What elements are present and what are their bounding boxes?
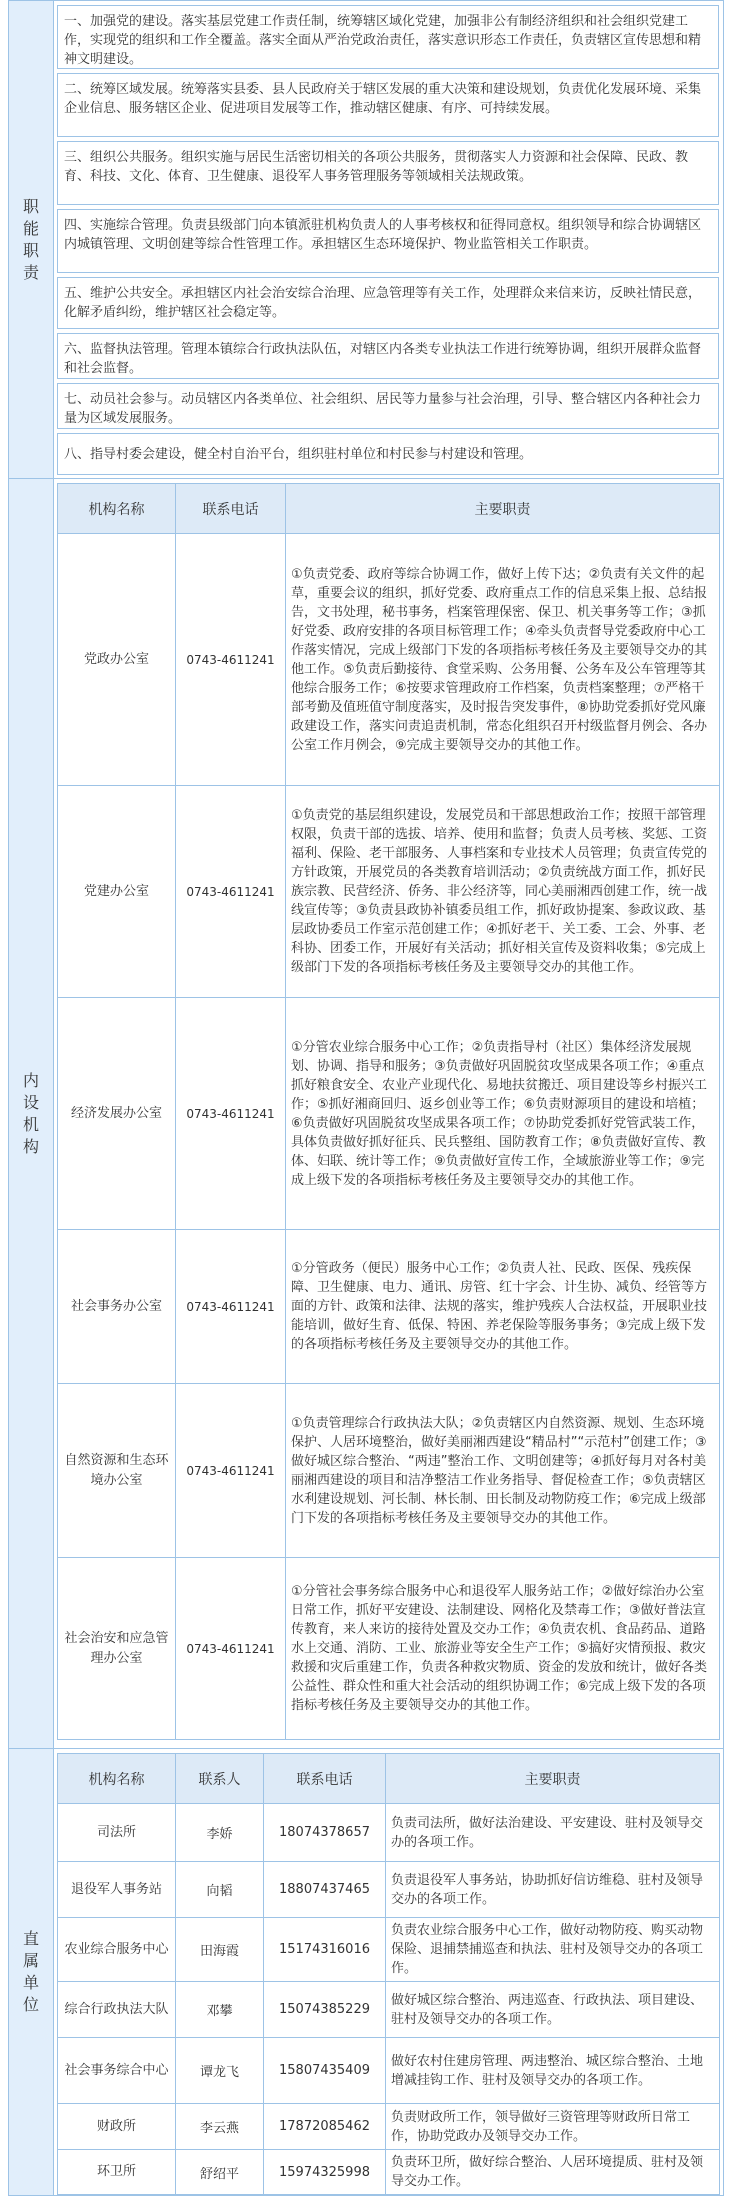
- table-row: [58, 1862, 720, 1918]
- unit-name: 综合行政执法大队: [58, 1982, 176, 2038]
- table-row: [58, 1558, 720, 1740]
- table-row: [58, 1384, 720, 1558]
- unit-duties: 负责环卫所，做好综合整治、人居环境提质、驻村及领导交办工作。: [386, 2150, 720, 2195]
- unit-duties: 负责农业综合服务中心工作，做好动物防疫、购买动物保险、退捕禁捕巡查和执法、驻村及领导交办的各项工作。: [386, 1918, 720, 1982]
- unit-contact: 田海霞: [176, 1918, 264, 1982]
- org-phone: 0743-4611241: [176, 1230, 286, 1384]
- org-phone: 0743-4611241: [176, 786, 286, 998]
- unit-contact: 邓攀: [176, 1982, 264, 2038]
- org-duties: ①分管政务（便民）服务中心工作；②负责人社、民政、医保、残疾保障、卫生健康、电力、通讯、房管、红十字会、计生协、减负、经管等方面的方针、政策和法律、法规的落实，维护残疾人合法权益，开展职业技能培训，做好生育、低保、特困、养老保险等服务事务；③完成上级下发的各项指标考核任务及主要领导交办的其他工作。: [286, 1230, 720, 1384]
- units-side-label-cell: [9, 1749, 54, 2195]
- org-duties: ①负责党委、政府等综合协调工作，做好上传下达；②负责有关文件的起草，重要会议的组织，抓好党委、政府重点工作的信息采集上报、总结报告，文书处理，秘书事务，档案管理保密、保卫、机关事务等工作；③抓好党委、政府安排的各项目标管理工作；④牵头负责督导党委政府中心工作落实情况，完成上级部门下发的各项指标考核任务及主要领导交办的其他工作。⑤负责后勤接待、食堂采购、公务用餐、公务车及公车管理等其他综合服务工作；⑥按要求管理政府工作档案，负责档案整理；⑦严格干部考勤及值班值守制度落实，及时报告突发事件，⑧协助党委抓好党风廉政建设工作，落实问责追责机制，常态化组织召开村级监督月例会、各办公室工作月例会，⑨完成主要领导交办的其他工作。: [286, 534, 720, 786]
- internal-orgs-table: [57, 483, 720, 1740]
- table-row: [58, 786, 720, 998]
- unit-name: 社会事务综合中心: [58, 2038, 176, 2104]
- unit-duties: 负责司法所，做好法治建设、平安建设、驻村及领导交办的各项工作。: [386, 1804, 720, 1862]
- table-row: [58, 534, 720, 786]
- unit-phone: 15974325998: [264, 2150, 386, 2195]
- unit-contact: 谭龙飞: [176, 2038, 264, 2104]
- internal-orgs-section: [9, 479, 723, 1749]
- col-header-unit-name: 机构名称: [58, 1754, 176, 1804]
- col-header-phone: 联系电话: [176, 484, 286, 534]
- col-header-unit-duties: 主要职责: [386, 1754, 720, 1804]
- col-header-org-name: 机构名称: [58, 484, 176, 534]
- internal-side-label-cell: [9, 479, 54, 1748]
- org-name: 社会治安和应急管理办公室: [58, 1558, 176, 1740]
- unit-duties: 负责财政所工作，领导做好三资管理等财政所日常工作，协助党政办及领导交办工作。: [386, 2104, 720, 2150]
- org-phone: 0743-4611241: [176, 534, 286, 786]
- table-row: [58, 2150, 720, 2195]
- org-name: 自然资源和生态环境办公室: [58, 1384, 176, 1558]
- org-name: 党政办公室: [58, 534, 176, 786]
- function-item-8: 八、指导村委会建设，健全村自治平台，组织驻村单位和村民参与村建设和管理。: [57, 433, 719, 475]
- org-duties: ①分管社会事务综合服务中心和退役军人服务站工作；②做好综治办公室日常工作，抓好平安建设、法制建设、网格化及禁毒工作；③做好普法宣传教育，来人来访的接待处置及交办工作；④负责农机、食品药品、道路水上交通、消防、工业、旅游业等安全生产工作；⑤搞好灾情预报、救灾救援和灾后重建工作，负责各种救灾物质、资金的发放和统计，做好各类公益性、群众性和重大社会活动的组织协调工作；⑥完成上级下发的各项指标考核任务及主要领导交办的其他工作。: [286, 1558, 720, 1740]
- unit-phone: 17872085462: [264, 2104, 386, 2150]
- org-phone: 0743-4611241: [176, 1558, 286, 1740]
- org-name: 社会事务办公室: [58, 1230, 176, 1384]
- table-row: [58, 1982, 720, 2038]
- unit-contact: 李娇: [176, 1804, 264, 1862]
- unit-phone: 15074385229: [264, 1982, 386, 2038]
- functions-side-label-cell: [9, 1, 54, 478]
- unit-phone: 18807437465: [264, 1862, 386, 1918]
- org-duties: ①负责管理综合行政执法大队；②负责辖区内自然资源、规划、生态环境保护、人居环境整治，做好美丽湘西建设“精品村”“示范村”创建工作；③做好城区综合整治、“两违”整治工作、文明创建等；④抓好每月对各村美丽湘西建设的项目和洁净整洁工作业务指导、督促检查工作；⑤负责辖区水利建设规划、河长制、林长制、田长制及动物防疫工作；⑥完成上级部门下发的各项指标考核任务及主要领导交办的其他工作。: [286, 1384, 720, 1558]
- units-header-row: [58, 1754, 720, 1804]
- unit-name: 农业综合服务中心: [58, 1918, 176, 1982]
- org-name: 经济发展办公室: [58, 998, 176, 1230]
- unit-contact: 向韬: [176, 1862, 264, 1918]
- affiliated-units-section: [9, 1749, 723, 2195]
- functions-section: [9, 1, 723, 479]
- org-phone: 0743-4611241: [176, 1384, 286, 1558]
- unit-phone: 15174316016: [264, 1918, 386, 1982]
- unit-duties: 做好城区综合整治、两违巡查、行政执法、项目建设、驻村及领导交办的各项工作。: [386, 1982, 720, 2038]
- unit-contact: 舒绍平: [176, 2150, 264, 2195]
- unit-name: 财政所: [58, 2104, 176, 2150]
- col-header-contact: 联系人: [176, 1754, 264, 1804]
- function-item-4: 四、实施综合管理。负责县级部门向本镇派驻机构负责人的人事考核权和征得同意权。组织领导和综合协调辖区内城镇管理、文明创建等综合性管理工作。承担辖区生态环境保护、物业监管相关工作职责。: [57, 209, 719, 273]
- table-row: [58, 2104, 720, 2150]
- internal-side-label: 内设机构: [22, 1070, 39, 1156]
- function-item-7: 七、动员社会参与。动员辖区内各类单位、社会组织、居民等力量参与社会治理，引导、整合辖区内各种社会力量为区域发展服务。: [57, 383, 719, 429]
- org-duties: ①分管农业综合服务中心工作；②负责指导村（社区）集体经济发展规划、协调、指导和服务；③负责做好巩固脱贫攻坚成果各项工作；④重点抓好粮食安全、农业产业现代化、易地扶贫搬迁、项目建设等乡村振兴工作；⑤抓好湘商回归、返乡创业等工作；⑥负责财源项目的建设和培植；⑥负责做好巩固脱贫攻坚成果各项工作；⑦协助党委抓好党管武装工作，具体负责做好抓好征兵、民兵整组、国防教育工作；⑧负责做好宣传、教体、妇联、统计等工作；⑨负责做好宣传工作，全域旅游业等工作；⑨完成上级下发的各项指标考核任务及主要领导交办的其他工作。: [286, 998, 720, 1230]
- function-item-2: 二、统筹区域发展。统筹落实县委、县人民政府关于辖区发展的重大决策和建设规划，负责优化发展环境、采集企业信息、服务辖区企业、促进项目发展等工作，推动辖区健康、有序、可持续发展。: [57, 73, 719, 137]
- org-phone: 0743-4611241: [176, 998, 286, 1230]
- function-item-1: 一、加强党的建设。落实基层党建工作责任制，统筹辖区域化党建，加强非公有制经济组织和社会组织党建工作，实现党的组织和工作全覆盖。落实全面从严治党政治责任，落实意识形态工作责任，负责辖区宣传思想和精神文明建设。: [57, 5, 719, 69]
- unit-name: 退役军人事务站: [58, 1862, 176, 1918]
- affiliated-units-table: [57, 1753, 720, 2195]
- unit-duties: 负责退役军人事务站，协助抓好信访维稳、驻村及领导交办的各项工作。: [386, 1862, 720, 1918]
- table-row: [58, 998, 720, 1230]
- table-row: [58, 2038, 720, 2104]
- functions-side-label: 职能职责: [22, 196, 39, 282]
- table-row: [58, 1230, 720, 1384]
- table-row: [58, 1918, 720, 1982]
- function-item-6: 六、监督执法管理。管理本镇综合行政执法队伍，对辖区内各类专业执法工作进行统筹协调，组织开展群众监督和社会监督。: [57, 333, 719, 379]
- function-item-5: 五、维护公共安全。承担辖区内社会治安综合治理、应急管理等有关工作，处理群众来信来访，反映社情民意，化解矛盾纠纷，维护辖区社会稳定等。: [57, 277, 719, 329]
- col-header-unit-phone: 联系电话: [264, 1754, 386, 1804]
- internal-header-row: [58, 484, 720, 534]
- function-item-3: 三、组织公共服务。组织实施与居民生活密切相关的各项公共服务，贯彻落实人力资源和社会保障、民政、教育、科技、文化、体育、卫生健康、退役军人事务管理服务等领域相关法规政策。: [57, 141, 719, 205]
- unit-phone: 15807435409: [264, 2038, 386, 2104]
- units-side-label: 直属单位: [22, 1929, 39, 2014]
- col-header-duties: 主要职责: [286, 484, 720, 534]
- unit-name: 司法所: [58, 1804, 176, 1862]
- table-row: [58, 1804, 720, 1862]
- unit-name: 环卫所: [58, 2150, 176, 2195]
- org-duties: ①负责党的基层组织建设，发展党员和干部思想政治工作；按照干部管理权限，负责干部的选拔、培养、使用和监督；负责人员考核、奖惩、工资福利、保险、老干部服务、人事档案和专业技术人员管理；负责宣传党的方针政策，开展党员的各类教育培训活动；②负责统战方面工作，抓好民族宗教、民营经济、侨务、非公经济等，同心美丽湘西创建工作，统一战线宣传等；③负责县政协补镇委员组工作，抓好政协提案、参政议政、基层政协委员工作室示范创建工作；④抓好老干、关工委、工会、外事、老科协、团委工作，开展好有关活动；抓好相关宣传及资料收集；⑤完成上级部门下发的各项指标考核任务及主要领导交办的其他工作。: [286, 786, 720, 998]
- unit-phone: 18074378657: [264, 1804, 386, 1862]
- government-info-sheet: [8, 0, 724, 2196]
- unit-duties: 做好农村住建房管理、两违整治、城区综合整治、土地增减挂钩工作、驻村及领导交办的各项工作。: [386, 2038, 720, 2104]
- unit-contact: 李云燕: [176, 2104, 264, 2150]
- org-name: 党建办公室: [58, 786, 176, 998]
